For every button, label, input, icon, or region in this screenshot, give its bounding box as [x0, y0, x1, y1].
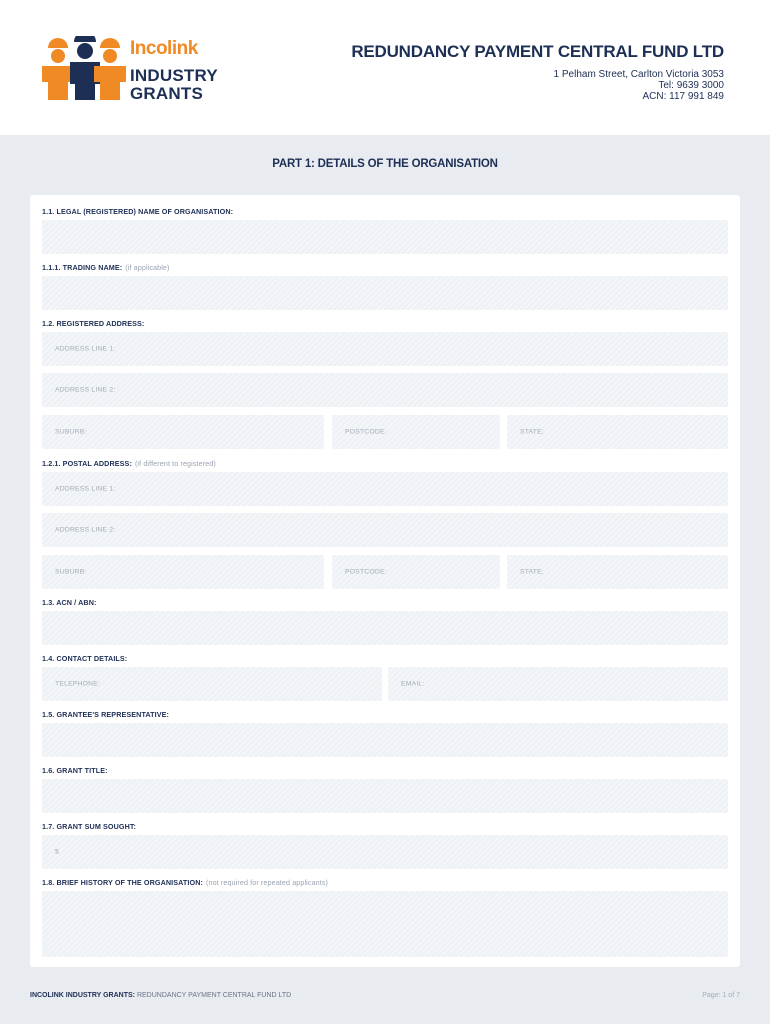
registered-address-line2-field[interactable] — [42, 373, 728, 407]
postal-postcode-placeholder: POSTCODE: — [345, 568, 387, 576]
history-label — [42, 878, 328, 887]
telephone-field[interactable] — [42, 667, 382, 701]
incolink-logo — [40, 36, 240, 106]
email-field[interactable] — [388, 667, 728, 701]
grant-sum-currency-prefix: $ — [55, 848, 59, 856]
postal-address-line1-placeholder: ADDRESS LINE 1: — [55, 485, 116, 493]
logo-brand-text: Incolink — [130, 38, 198, 59]
postal-suburb-placeholder: SUBURB: — [55, 568, 87, 576]
organisation-acn: ACN: 117 991 849 — [642, 91, 724, 102]
registered-postcode-field[interactable] — [332, 415, 500, 449]
logo-industry-text: INDUSTRY — [130, 66, 218, 85]
registered-address-line2-placeholder: ADDRESS LINE 2: — [55, 386, 116, 394]
registered-address-label: 1.2. REGISTERED ADDRESS: — [42, 319, 145, 328]
postal-address-line2-field[interactable] — [42, 513, 728, 547]
part-title: PART 1: DETAILS OF THE ORGANISATION — [272, 158, 498, 170]
registered-address-line1-field[interactable] — [42, 332, 728, 366]
postal-state-placeholder: STATE: — [520, 568, 544, 576]
registered-postcode-placeholder: POSTCODE: — [345, 428, 387, 436]
postal-address-line2-placeholder: ADDRESS LINE 2: — [55, 526, 116, 534]
grant-title-field[interactable] — [42, 779, 728, 813]
telephone-placeholder: TELEPHONE: — [55, 680, 101, 688]
postal-suburb-field[interactable] — [42, 555, 324, 589]
postal-address-note: (if different to registered) — [134, 459, 216, 468]
acn-abn-field[interactable] — [42, 611, 728, 645]
representative-label: 1.5. GRANTEE'S REPRESENTATIVE: — [42, 710, 170, 719]
trading-name-label-text: 1.1.1. TRADING NAME: — [42, 263, 123, 272]
organisation-address: 1 Pelham Street, Carlton Victoria 3053 — [553, 69, 724, 80]
contact-details-label: 1.4. CONTACT DETAILS: — [42, 654, 128, 663]
postal-state-field[interactable] — [507, 555, 728, 589]
registered-address-line1-placeholder: ADDRESS LINE 1: — [55, 345, 116, 353]
organisation-phone: Tel: 9639 3000 — [658, 80, 724, 91]
organisation-title: REDUNDANCY PAYMENT CENTRAL FUND LTD — [351, 42, 724, 61]
logo-grants-text: GRANTS — [130, 84, 203, 103]
footer-title-rest: REDUNDANCY PAYMENT CENTRAL FUND LTD — [136, 992, 292, 999]
page-number: Page: 1 of 7 — [702, 992, 740, 999]
form-card — [30, 195, 740, 967]
representative-field[interactable] — [42, 723, 728, 757]
history-note: (not required for repeated applicants) — [205, 878, 329, 887]
trading-name-note: (if applicable) — [125, 263, 170, 272]
page-header — [0, 0, 770, 135]
footer-title — [30, 992, 291, 999]
postal-postcode-field[interactable] — [332, 555, 500, 589]
registered-suburb-placeholder: SUBURB: — [55, 428, 87, 436]
registered-state-field[interactable] — [507, 415, 728, 449]
trading-name-label — [42, 263, 170, 272]
trading-name-field[interactable] — [42, 276, 728, 310]
footer-title-bold: INCOLINK INDUSTRY GRANTS: — [30, 992, 135, 999]
postal-address-line1-field[interactable] — [42, 472, 728, 506]
acn-abn-label: 1.3. ACN / ABN: — [42, 598, 97, 607]
grant-sum-label: 1.7. GRANT SUM SOUGHT: — [42, 822, 137, 831]
grant-title-label: 1.6. GRANT TITLE: — [42, 766, 108, 775]
registered-state-placeholder: STATE: — [520, 428, 544, 436]
workers-logo-icon — [40, 36, 128, 102]
email-placeholder: EMAIL: — [401, 680, 425, 688]
legal-name-field[interactable] — [42, 220, 728, 254]
legal-name-label: 1.1. LEGAL (REGISTERED) NAME OF ORGANISATION: — [42, 207, 234, 216]
postal-address-label — [42, 459, 216, 468]
registered-suburb-field[interactable] — [42, 415, 324, 449]
history-label-text: 1.8. BRIEF HISTORY OF THE ORGANISATION: — [42, 878, 203, 887]
history-field[interactable] — [42, 891, 728, 957]
postal-address-label-text: 1.2.1. POSTAL ADDRESS: — [42, 459, 132, 468]
grant-sum-field[interactable] — [42, 835, 728, 869]
